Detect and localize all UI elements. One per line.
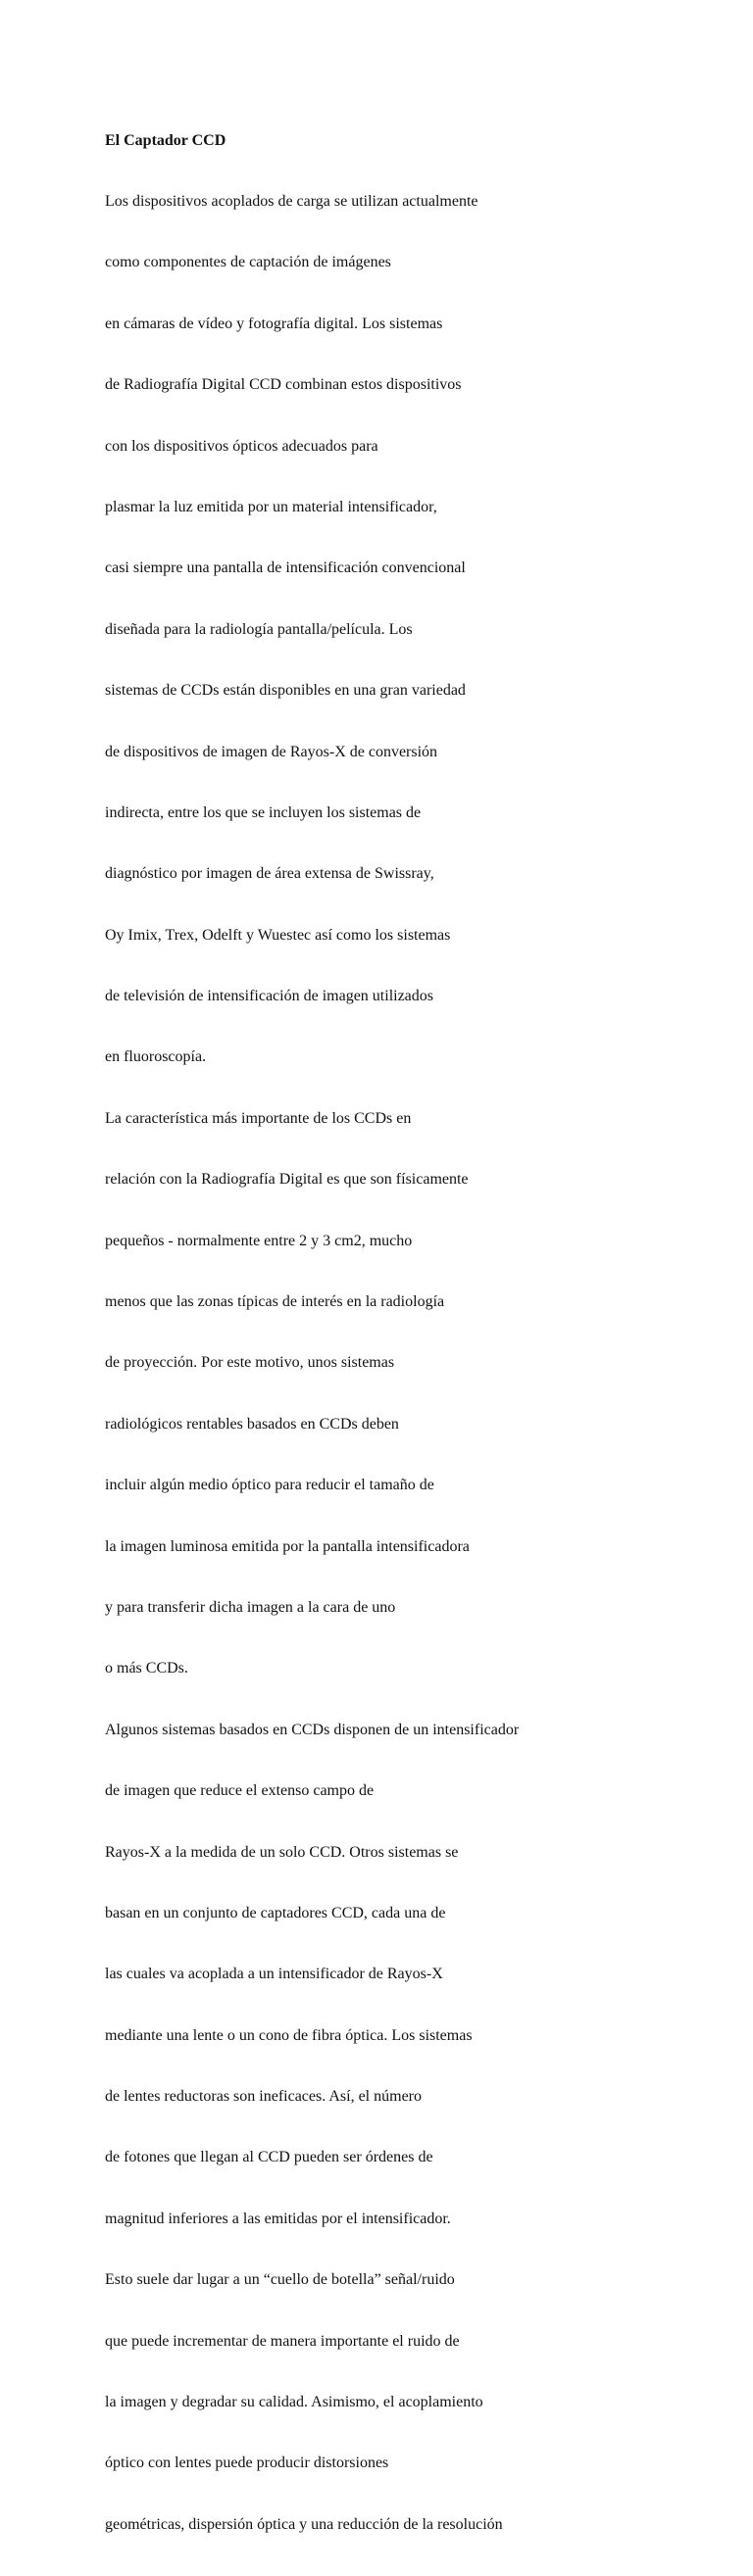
text-line: de dispositivos de imagen de Rayos-X de conversión xyxy=(105,743,438,760)
text-line: mediante una lente o un cono de fibra óptica. Los sistemas xyxy=(105,2026,473,2044)
text-line: de televisión de intensificación de imagen utilizados xyxy=(105,988,434,1005)
text-line: y para transferir dicha imagen a la cara de uno xyxy=(105,1598,396,1616)
document-body xyxy=(105,90,713,2576)
text-line: pequeños - normalmente entre 2 y 3 cm2, mucho xyxy=(105,1232,413,1249)
text-line: la imagen luminosa emitida por la pantalla intensificadora xyxy=(105,1537,470,1555)
text-line: de Radiografía Digital CCD combinan estos dispositivos xyxy=(105,376,462,394)
text-line: sistemas de CCDs están disponibles en una gran variedad xyxy=(105,682,466,700)
text-line: casi siempre una pantalla de intensificación convencional xyxy=(105,559,466,577)
text-line: óptico con lentes puede producir distorsiones xyxy=(105,2454,389,2472)
text-line: Los dispositivos acoplados de carga se utilizan actualmente xyxy=(105,192,478,210)
text-line: de imagen que reduce el extenso campo de xyxy=(105,1782,375,1800)
text-line: Rayos-X a la medida de un solo CCD. Otros sistemas se xyxy=(105,1843,459,1861)
text-line: que puede incrementar de manera importante el ruido de xyxy=(105,2332,460,2350)
text-line: diagnóstico por imagen de área extensa de Swissray, xyxy=(105,865,434,883)
text-line: en cámaras de vídeo y fotografía digital. Los sistemas xyxy=(105,315,443,332)
text-line: incluir algún medio óptico para reducir el tamaño de xyxy=(105,1477,434,1494)
text-line: menos que las zonas típicas de interés en la radiología xyxy=(105,1293,445,1311)
text-line: basan en un conjunto de captadores CCD, cada una de xyxy=(105,1904,446,1921)
text-line: o más CCDs. xyxy=(105,1660,188,1677)
text-line: en fluoroscopía. xyxy=(105,1048,207,1066)
text-line: La característica más importante de los CCDs en xyxy=(105,1109,412,1127)
text-line: como componentes de captación de imágenes xyxy=(105,254,391,271)
text-line: diseñada para la radiología pantalla/película. Los xyxy=(105,620,413,638)
text-line: Oy Imix, Trex, Odelft y Wuestec así como los sistemas xyxy=(105,926,451,944)
text-line: Esto suele dar lugar a un “cuello de botella” señal/ruido xyxy=(105,2271,455,2289)
text-line: Algunos sistemas basados en CCDs disponen de un intensificador xyxy=(105,1721,520,1738)
text-line: de fotones que llegan al CCD pueden ser órdenes de xyxy=(105,2149,433,2166)
text-line: indirecta, entre los que se incluyen los sistemas de xyxy=(105,803,422,821)
text-line: geométricas, dispersión óptica y una reducción de la resolución xyxy=(105,2515,503,2533)
text-line: de lentes reductoras son ineficaces. Así, el número xyxy=(105,2088,422,2106)
text-line: con los dispositivos ópticos adecuados para xyxy=(105,437,378,455)
text-line: las cuales va acoplada a un intensificador de Rayos-X xyxy=(105,1966,443,1983)
document-title: El Captador CCD xyxy=(105,131,226,149)
text-line: plasmar la luz emitida por un material intensificador, xyxy=(105,498,437,515)
text-line: relación con la Radiografía Digital es que son físicamente xyxy=(105,1171,469,1189)
text-line: magnitud inferiores a las emitidas por el intensificador. xyxy=(105,2210,451,2227)
text-line: la imagen y degradar su calidad. Asimismo, el acoplamiento xyxy=(105,2394,483,2411)
text-line: de proyección. Por este motivo, unos sistemas xyxy=(105,1354,395,1372)
text-line: radiológicos rentables basados en CCDs deben xyxy=(105,1415,399,1433)
